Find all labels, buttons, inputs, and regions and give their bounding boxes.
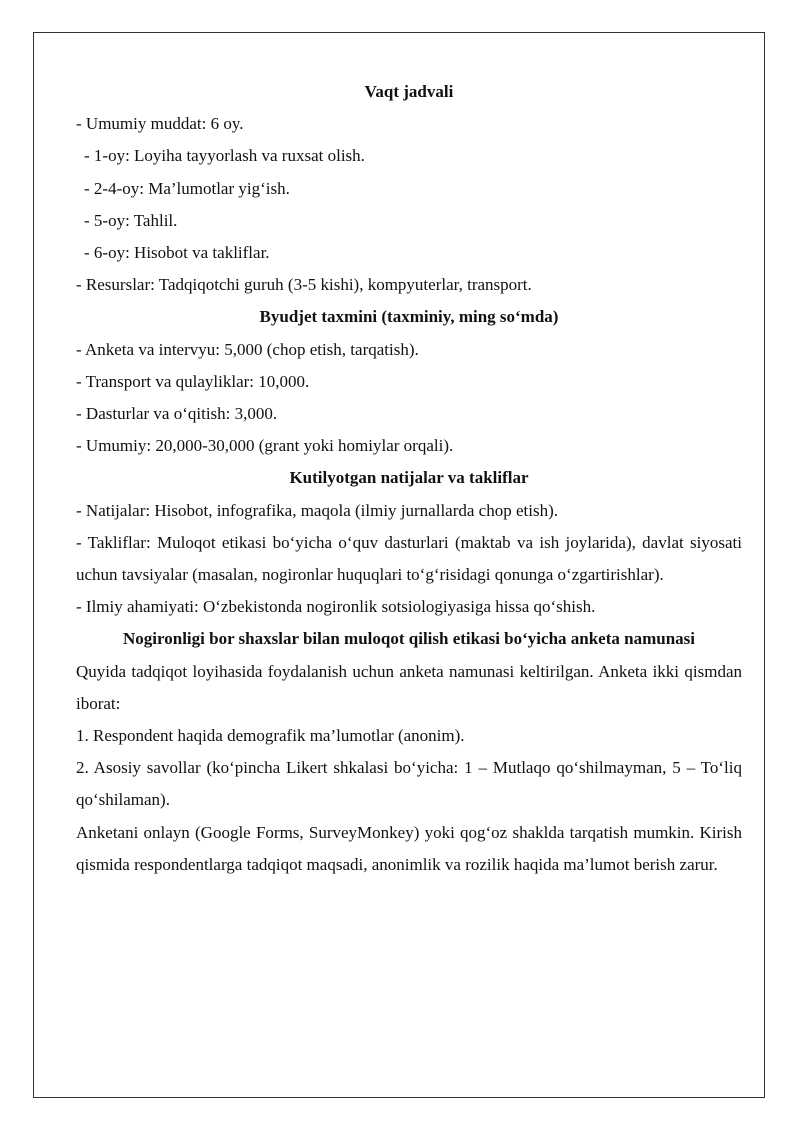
questionnaire-part: 2. Asosiy savollar (ko‘pincha Likert shkalasi bo‘yicha: 1 – Mutlaqo qo‘shilmayman, 5 – To‘liq qo‘shilaman). <box>76 758 742 810</box>
results-item: - Ilmiy ahamiyati: O‘zbekistonda nogironlik sotsiologiyasiga hissa qo‘shish. <box>76 597 596 617</box>
schedule-step: - 5-oy: Tahlil. <box>84 210 178 230</box>
budget-heading: Byudjet taxmini (taxminiy, ming so‘mda) <box>259 307 559 327</box>
results-item: - Takliflar: Muloqot etikasi bo‘yicha o‘quv dasturlari (maktab va ish joylarida), davlat siyosati uchun tavsiyalar (masalan, nogironlar huquqlari to‘g‘risidagi qonunga o‘zgartirishlar). <box>76 532 742 585</box>
results-heading: Kutilyotgan natijalar va takliflar <box>289 468 529 488</box>
budget-item: - Anketa va intervyu: 5,000 (chop etish, tarqatish). <box>76 339 419 359</box>
questionnaire-distribution: Anketani onlayn (Google Forms, SurveyMonkey) yoki qog‘oz shaklda tarqatish mumkin. Kirish qismida respondentlarga tadqiqot maqsadi, anonimlik va rozilik haqida ma’lumot berish zarur. <box>76 822 742 874</box>
budget-item: - Dasturlar va o‘qitish: 3,000. <box>76 404 278 424</box>
schedule-heading: Vaqt jadvali <box>364 82 454 101</box>
budget-item: - Transport va qulayliklar: 10,000. <box>76 371 310 391</box>
schedule-step: - 6-oy: Hisobot va takliflar. <box>84 243 270 263</box>
questionnaire-part: 1. Respondent haqida demografik ma’lumotlar (anonim). <box>76 726 465 746</box>
questionnaire-intro: Quyida tadqiqot loyihasida foydalanish uchun anketa namunasi keltirilgan. Anketa ikki qismdan iborat: <box>76 661 742 713</box>
schedule-step: - 1-oy: Loyiha tayyorlash va ruxsat olish. <box>84 146 365 166</box>
budget-item: - Umumiy: 20,000-30,000 (grant yoki homiylar orqali). <box>76 436 454 456</box>
schedule-step: - 2-4-oy: Ma’lumotlar yig‘ish. <box>84 178 290 198</box>
schedule-duration: - Umumiy muddat: 6 oy. <box>76 114 244 134</box>
results-item: - Natijalar: Hisobot, infografika, maqola (ilmiy jurnallarda chop etish). <box>76 500 558 520</box>
questionnaire-heading: Nogironligi bor shaxslar bilan muloqot qilish etikasi bo‘yicha anketa namunasi <box>123 629 695 649</box>
schedule-resources: - Resurslar: Tadqiqotchi guruh (3-5 kishi), kompyuterlar, transport. <box>76 275 532 295</box>
document-body <box>76 76 742 881</box>
